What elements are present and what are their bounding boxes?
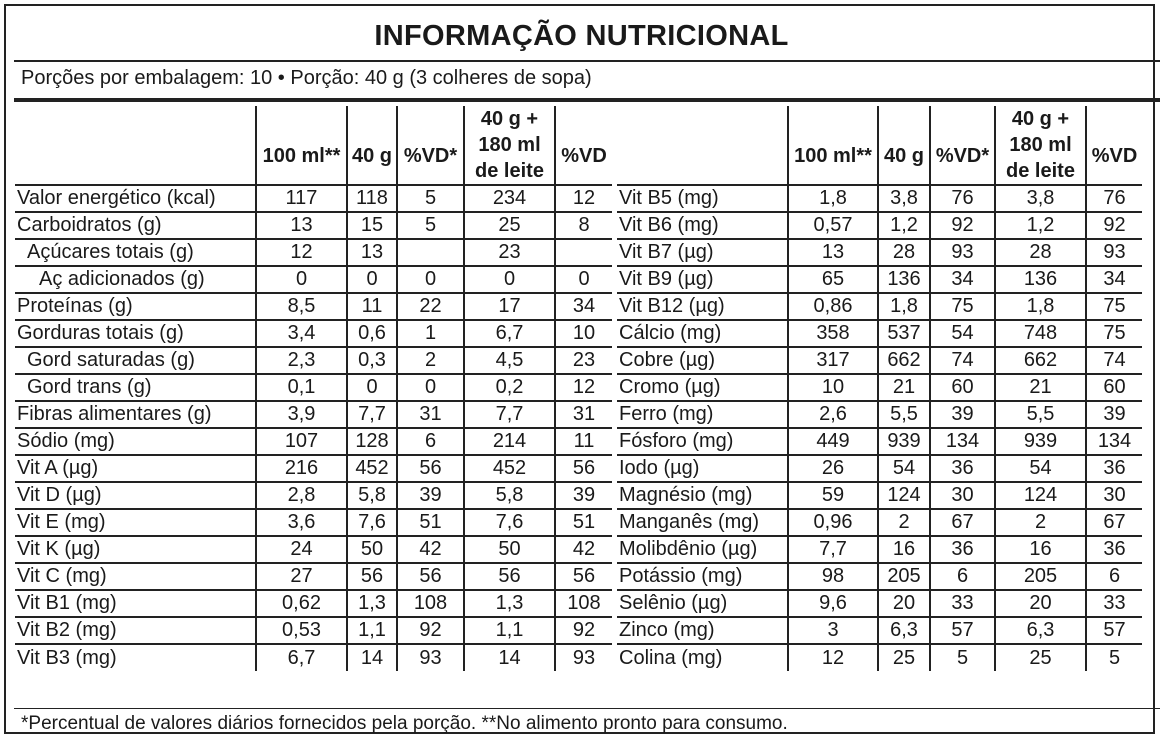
nutrient-row (617, 482, 1142, 509)
nutrient-value: 57 (930, 617, 995, 644)
nutrient-value: 2,6 (788, 401, 878, 428)
column-header: %VD* (930, 106, 995, 185)
nutrient-row (15, 428, 612, 455)
nutrient-row (15, 401, 612, 428)
nutrient-value: 2 (878, 509, 930, 536)
nutrient-value: 24 (256, 536, 347, 563)
nutrient-value: 17 (464, 293, 555, 320)
nutrient-value: 6,3 (995, 617, 1086, 644)
nutrient-value: 39 (397, 482, 464, 509)
nutrient-name: Gord trans (g) (15, 374, 256, 401)
nutrient-value: 2,3 (256, 347, 347, 374)
nutrient-name: Manganês (mg) (617, 509, 788, 536)
nutrient-value: 36 (930, 455, 995, 482)
nutrient-value: 92 (397, 617, 464, 644)
nutrient-value: 60 (930, 374, 995, 401)
nutrient-value: 1,1 (347, 617, 397, 644)
nutrient-name: Vit B2 (mg) (15, 617, 256, 644)
nutrient-name: Cálcio (mg) (617, 320, 788, 347)
nutrient-value: 0 (347, 266, 397, 293)
nutrient-value: 13 (347, 239, 397, 266)
nutrient-value: 7,7 (464, 401, 555, 428)
nutrient-value: 93 (397, 644, 464, 671)
nutrient-name: Vit E (mg) (15, 509, 256, 536)
column-header: 40 g + 180 ml de leite (464, 106, 555, 185)
nutrient-value: 0 (464, 266, 555, 293)
nutrient-value: 3,8 (995, 185, 1086, 212)
nutrient-name: Fibras alimentares (g) (15, 401, 256, 428)
nutrient-value: 5,8 (347, 482, 397, 509)
nutrient-value: 93 (930, 239, 995, 266)
nutrient-value: 6 (930, 563, 995, 590)
nutrient-value: 34 (930, 266, 995, 293)
nutrient-value: 20 (995, 590, 1086, 617)
nutrient-value: 1,8 (788, 185, 878, 212)
nutrient-value: 9,6 (788, 590, 878, 617)
nutrient-row (15, 455, 612, 482)
nutrient-row (617, 509, 1142, 536)
nutrient-row (15, 590, 612, 617)
nutrient-name: Vit K (µg) (15, 536, 256, 563)
nutrient-name: Aç adicionados (g) (15, 266, 256, 293)
nutrient-value: 16 (878, 536, 930, 563)
title-divider (14, 60, 1160, 62)
nutrient-name: Vit B5 (mg) (617, 185, 788, 212)
nutrient-value: 1,8 (995, 293, 1086, 320)
nutrient-value: 108 (555, 590, 612, 617)
nutrient-value: 23 (464, 239, 555, 266)
nutrient-value: 5,5 (878, 401, 930, 428)
nutrient-value: 56 (555, 563, 612, 590)
nutrient-value: 118 (347, 185, 397, 212)
nutrient-value: 39 (555, 482, 612, 509)
nutrient-value: 6 (397, 428, 464, 455)
nutrient-value: 0,86 (788, 293, 878, 320)
nutrient-value: 30 (930, 482, 995, 509)
nutrient-value: 136 (995, 266, 1086, 293)
nutrient-value: 2,8 (256, 482, 347, 509)
nutrient-value: 98 (788, 563, 878, 590)
nutrient-value: 6,3 (878, 617, 930, 644)
nutrient-value: 54 (930, 320, 995, 347)
nutrient-name: Açúcares totais (g) (15, 239, 256, 266)
nutrient-value: 1 (397, 320, 464, 347)
nutrient-row (15, 347, 612, 374)
nutrient-name: Iodo (µg) (617, 455, 788, 482)
nutrient-value: 234 (464, 185, 555, 212)
nutrient-row (617, 617, 1142, 644)
nutrient-value: 12 (256, 239, 347, 266)
nutrient-name: Vit B6 (mg) (617, 212, 788, 239)
nutrient-name: Zinco (mg) (617, 617, 788, 644)
nutrient-value: 76 (1086, 185, 1142, 212)
nutrient-value: 56 (397, 455, 464, 482)
nutrient-value: 12 (555, 185, 612, 212)
nutrient-name: Vit B1 (mg) (15, 590, 256, 617)
column-header: %VD (1086, 106, 1142, 185)
nutrient-value: 1,2 (995, 212, 1086, 239)
left-header-row (15, 106, 612, 185)
nutrient-value: 124 (878, 482, 930, 509)
nutrient-value: 662 (878, 347, 930, 374)
nutrient-value: 452 (464, 455, 555, 482)
nutrient-value: 42 (555, 536, 612, 563)
nutrient-name: Vit D (µg) (15, 482, 256, 509)
footer-divider (14, 708, 1160, 709)
nutrient-value: 128 (347, 428, 397, 455)
nutrient-value: 92 (1086, 212, 1142, 239)
nutrient-name: Cobre (µg) (617, 347, 788, 374)
nutrient-value: 14 (347, 644, 397, 671)
nutrient-value: 25 (878, 644, 930, 671)
column-header: 100 ml** (788, 106, 878, 185)
nutrient-row (617, 293, 1142, 320)
nutrient-value: 2 (397, 347, 464, 374)
nutrient-value: 36 (1086, 536, 1142, 563)
nutrient-value: 15 (347, 212, 397, 239)
nutrient-value: 10 (788, 374, 878, 401)
nutrient-value: 3,9 (256, 401, 347, 428)
nutrient-value: 93 (555, 644, 612, 671)
nutrient-value: 39 (1086, 401, 1142, 428)
nutrient-value: 33 (930, 590, 995, 617)
nutrient-value: 36 (930, 536, 995, 563)
nutrient-value: 93 (1086, 239, 1142, 266)
nutrient-value: 27 (256, 563, 347, 590)
nutrient-name: Gorduras totais (g) (15, 320, 256, 347)
nutrient-value: 12 (555, 374, 612, 401)
nutrient-name: Vit B7 (µg) (617, 239, 788, 266)
nutrient-value: 56 (397, 563, 464, 590)
nutrient-value: 92 (555, 617, 612, 644)
nutrient-row (617, 239, 1142, 266)
nutrient-row (617, 401, 1142, 428)
nutrient-name: Valor energético (kcal) (15, 185, 256, 212)
nutrient-value: 67 (1086, 509, 1142, 536)
nutrient-value: 51 (555, 509, 612, 536)
column-header: 40 g (347, 106, 397, 185)
nutrient-value: 317 (788, 347, 878, 374)
nutrient-value: 34 (1086, 266, 1142, 293)
nutrient-value: 57 (1086, 617, 1142, 644)
right-header-blank (617, 106, 788, 185)
nutrient-value: 26 (788, 455, 878, 482)
nutrient-value: 7,7 (788, 536, 878, 563)
nutrient-name: Carboidratos (g) (15, 212, 256, 239)
nutrient-row (617, 644, 1142, 671)
nutrient-value: 4,5 (464, 347, 555, 374)
nutrient-name: Vit B12 (µg) (617, 293, 788, 320)
nutrient-value: 21 (995, 374, 1086, 401)
nutrient-value: 74 (1086, 347, 1142, 374)
right-header-row (617, 106, 1142, 185)
nutrient-value: 449 (788, 428, 878, 455)
nutrient-value: 0 (397, 266, 464, 293)
nutrient-value: 33 (1086, 590, 1142, 617)
nutrient-value: 7,6 (347, 509, 397, 536)
nutrient-value: 0,62 (256, 590, 347, 617)
nutrient-value: 34 (555, 293, 612, 320)
nutrient-value: 28 (878, 239, 930, 266)
nutrient-name: Selênio (µg) (617, 590, 788, 617)
nutrient-name: Fósforo (mg) (617, 428, 788, 455)
nutrient-value: 0,2 (464, 374, 555, 401)
nutrient-name: Proteínas (g) (15, 293, 256, 320)
nutrient-value: 14 (464, 644, 555, 671)
nutrient-value: 748 (995, 320, 1086, 347)
nutrient-value: 1,1 (464, 617, 555, 644)
nutrient-row (15, 536, 612, 563)
nutrient-row (617, 320, 1142, 347)
nutrient-value: 0 (256, 266, 347, 293)
nutrient-value: 0,3 (347, 347, 397, 374)
nutrient-value: 25 (995, 644, 1086, 671)
nutrient-value: 6,7 (256, 644, 347, 671)
nutrient-row (617, 428, 1142, 455)
nutrient-value: 205 (995, 563, 1086, 590)
nutrient-value: 1,3 (464, 590, 555, 617)
nutrient-value: 11 (347, 293, 397, 320)
nutrient-value: 0,57 (788, 212, 878, 239)
nutrient-value: 3 (788, 617, 878, 644)
nutrient-value: 56 (555, 455, 612, 482)
column-header: 40 g (878, 106, 930, 185)
nutrient-value: 124 (995, 482, 1086, 509)
nutrient-value: 67 (930, 509, 995, 536)
nutrient-value: 56 (464, 563, 555, 590)
nutrient-value: 59 (788, 482, 878, 509)
nutrient-value: 51 (397, 509, 464, 536)
nutrient-row (15, 482, 612, 509)
nutrient-value: 36 (1086, 455, 1142, 482)
nutrient-value: 39 (930, 401, 995, 428)
nutrient-name: Gord saturadas (g) (15, 347, 256, 374)
nutrient-value: 75 (930, 293, 995, 320)
nutrient-value: 0,1 (256, 374, 347, 401)
nutrient-value: 50 (347, 536, 397, 563)
nutrient-value: 108 (397, 590, 464, 617)
nutrient-row (15, 617, 612, 644)
nutrient-value: 22 (397, 293, 464, 320)
nutrient-value: 20 (878, 590, 930, 617)
nutrient-name: Magnésio (mg) (617, 482, 788, 509)
nutrient-value: 939 (878, 428, 930, 455)
nutrient-value: 0,96 (788, 509, 878, 536)
nutrient-value: 16 (995, 536, 1086, 563)
nutrient-name: Molibdênio (µg) (617, 536, 788, 563)
nutrient-row (617, 374, 1142, 401)
nutrient-value: 5 (397, 185, 464, 212)
nutrient-value: 452 (347, 455, 397, 482)
nutrient-value: 92 (930, 212, 995, 239)
nutrient-name: Colina (mg) (619, 646, 723, 669)
nutrient-value (555, 239, 612, 266)
nutrient-name: Potássio (mg) (617, 563, 788, 590)
nutrient-value: 54 (878, 455, 930, 482)
nutrient-row (617, 536, 1142, 563)
nutrient-value: 1,8 (878, 293, 930, 320)
nutrient-name: Sódio (mg) (15, 428, 256, 455)
nutrient-value: 1,3 (347, 590, 397, 617)
nutrient-value: 76 (930, 185, 995, 212)
nutrient-value: 31 (555, 401, 612, 428)
nutrient-value: 205 (878, 563, 930, 590)
nutrient-row (617, 563, 1142, 590)
nutrient-value: 8,5 (256, 293, 347, 320)
nutrient-name: Vit B9 (µg) (617, 266, 788, 293)
nutrient-value: 74 (930, 347, 995, 374)
nutrient-row (617, 455, 1142, 482)
nutrient-value: 60 (1086, 374, 1142, 401)
nutrient-value: 0,53 (256, 617, 347, 644)
nutrient-name: Ferro (mg) (617, 401, 788, 428)
nutrient-row (617, 185, 1142, 212)
nutrient-value (397, 239, 464, 266)
nutrient-value: 7,6 (464, 509, 555, 536)
nutrient-value: 0,6 (347, 320, 397, 347)
nutrient-value: 25 (464, 212, 555, 239)
nutrient-value: 10 (555, 320, 612, 347)
nutrient-value: 28 (995, 239, 1086, 266)
nutrient-row (15, 320, 612, 347)
nutrient-value: 3,4 (256, 320, 347, 347)
column-header: %VD* (397, 106, 464, 185)
nutrient-value: 8 (555, 212, 612, 239)
left-header-blank (15, 106, 256, 185)
nutrient-value: 662 (995, 347, 1086, 374)
nutrient-value: 42 (397, 536, 464, 563)
nutrient-value: 54 (995, 455, 1086, 482)
nutrient-row (15, 185, 612, 212)
nutrient-row (617, 212, 1142, 239)
nutrient-value: 21 (878, 374, 930, 401)
nutrient-value: 216 (256, 455, 347, 482)
nutrient-value: 13 (256, 212, 347, 239)
nutrient-row (15, 293, 612, 320)
nutrient-row (617, 266, 1142, 293)
nutrient-value: 75 (1086, 293, 1142, 320)
nutrient-value: 0 (397, 374, 464, 401)
nutrient-value: 0 (555, 266, 612, 293)
header-divider (14, 98, 1160, 102)
nutrient-value: 134 (1086, 428, 1142, 455)
nutrient-value: 13 (788, 239, 878, 266)
nutrient-value: 23 (555, 347, 612, 374)
nutrient-value: 11 (555, 428, 612, 455)
nutrient-value: 6,7 (464, 320, 555, 347)
nutrient-value: 5,8 (464, 482, 555, 509)
nutrient-table-right (617, 106, 1142, 671)
nutrient-value: 3,8 (878, 185, 930, 212)
nutrient-table-left (15, 106, 612, 671)
portion-info: Porções por embalagem: 10 • Porção: 40 g (3 colheres de sopa) (21, 67, 592, 89)
nutrient-row (15, 266, 612, 293)
nutrient-value: 56 (347, 563, 397, 590)
nutrient-name: Vit B3 (mg) (17, 646, 117, 669)
nutrient-value: 75 (1086, 320, 1142, 347)
nutrient-row (617, 590, 1142, 617)
nutrient-value: 1,2 (878, 212, 930, 239)
nutrient-row (15, 509, 612, 536)
label-title: INFORMAÇÃO NUTRICIONAL (374, 20, 789, 52)
nutrient-value: 214 (464, 428, 555, 455)
nutrient-value: 5 (397, 212, 464, 239)
nutrient-name: Vit C (mg) (15, 563, 256, 590)
nutrient-value: 6 (1086, 563, 1142, 590)
nutrient-value: 134 (930, 428, 995, 455)
nutrient-value: 0 (347, 374, 397, 401)
nutrient-value: 65 (788, 266, 878, 293)
nutrient-value: 7,7 (347, 401, 397, 428)
nutrient-value: 358 (788, 320, 878, 347)
column-header: 40 g + 180 ml de leite (995, 106, 1086, 185)
nutrient-value: 3,6 (256, 509, 347, 536)
nutrient-value: 5 (930, 644, 995, 671)
nutrient-value: 107 (256, 428, 347, 455)
nutrient-value: 12 (788, 644, 878, 671)
nutrient-value: 939 (995, 428, 1086, 455)
nutrient-value: 2 (995, 509, 1086, 536)
column-header: %VD (555, 106, 612, 185)
nutrient-value: 31 (397, 401, 464, 428)
nutrient-row (15, 644, 612, 671)
nutrient-row (15, 563, 612, 590)
nutrient-value: 50 (464, 536, 555, 563)
footnote: *Percentual de valores diários fornecidos pela porção. **No alimento pronto para consumo. (21, 713, 788, 734)
nutrient-value: 5 (1086, 644, 1142, 671)
nutrient-value: 537 (878, 320, 930, 347)
column-header: 100 ml** (256, 106, 347, 185)
nutrient-value: 117 (256, 185, 347, 212)
nutrient-name: Vit A (µg) (15, 455, 256, 482)
nutrient-row (15, 212, 612, 239)
nutrient-row (617, 347, 1142, 374)
nutrient-name: Cromo (µg) (617, 374, 788, 401)
nutrient-value: 136 (878, 266, 930, 293)
nutrient-row (15, 239, 612, 266)
nutrient-value: 30 (1086, 482, 1142, 509)
nutrient-value: 5,5 (995, 401, 1086, 428)
nutrient-row (15, 374, 612, 401)
